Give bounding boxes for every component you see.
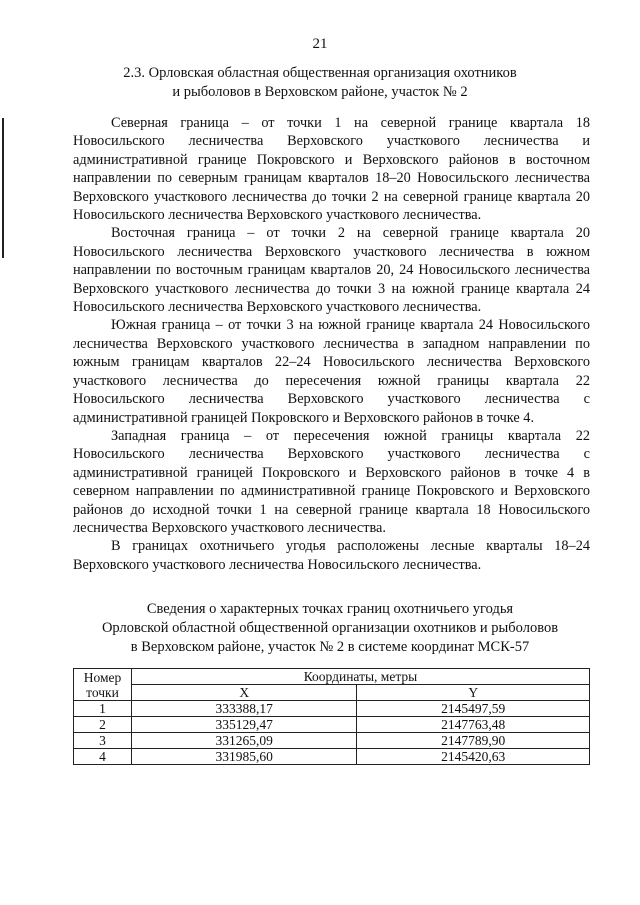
coordinate-y: 2145497,59 — [357, 701, 590, 717]
page-number: 21 — [312, 36, 328, 52]
paragraph-west-boundary: Западная граница – от пересечения южной границы квартала 22 Новосильского лесничества Верховского участкового лесничества с административной границей Покровского и Верховского районов в точке 4 в северном направлении по административной границе Покровского и Верховского районов до исходной точки 1 на северной границе квартала 18 Новосильского лесничества Верховского участкового лесничества. — [73, 427, 590, 536]
table-caption — [90, 600, 570, 657]
paragraph-east-boundary: Восточная граница – от точки 2 на северной границе квартала 20 Новосильского лесничества Верховского участкового лесничества в южном направлении по восточным границам кварталов 20, 24 Новосильского лесничества Верховского участкового лесничества до точки 3 на южной границе квартала 24 Новосильского лесничества Верховского участкового лесничества. — [73, 225, 590, 316]
table-row — [74, 717, 590, 733]
table-header-row — [74, 669, 590, 685]
point-number: 2 — [74, 717, 132, 733]
point-number: 1 — [74, 701, 132, 717]
table-row — [74, 733, 590, 749]
coordinate-x: 335129,47 — [131, 717, 357, 733]
coordinate-y: 2147789,90 — [357, 733, 590, 749]
table-caption-line-3: в Верховском районе, участок № 2 в системе координат МСК-57 — [130, 639, 530, 655]
paragraph-forest-quarters: В границах охотничьего угодья расположены лесные кварталы 18–24 Верховского участкового лесничества Новосильского лесничества. — [73, 538, 590, 573]
paragraph-north-boundary: Северная граница – от точки 1 на северной границе квартала 18 Новосильского лесничества Верховского участкового лесничества и административной границе Покровского и Верховского районов в восточном направлении по северным границам кварталов 18–20 Новосильского лесничества Верховского участкового лесничества до точки 2 на северной границе квартала 20 Новосильского лесничества Верховского участкового лесничества. — [73, 115, 590, 224]
header-x: X — [131, 685, 357, 701]
coordinate-y: 2145420,63 — [357, 749, 590, 765]
section-title-line-1: 2.3. Орловская областная общественная организация охотников — [123, 65, 517, 81]
coordinate-x: 331985,60 — [131, 749, 357, 765]
coordinate-x: 333388,17 — [131, 701, 357, 717]
header-point-number — [74, 669, 132, 701]
point-number: 4 — [74, 749, 132, 765]
header-coordinates: Координаты, метры — [131, 669, 589, 685]
table-row — [74, 701, 590, 717]
coordinate-y: 2147763,48 — [357, 717, 590, 733]
header-point-number-line-2: точки — [86, 684, 119, 700]
section-title — [100, 64, 540, 102]
point-number: 3 — [74, 733, 132, 749]
table-caption-line-2: Орловской областной общественной организации охотников и рыболовов — [101, 620, 559, 636]
table-row — [74, 749, 590, 765]
boundary-description — [73, 114, 590, 574]
coordinate-x: 331265,09 — [131, 733, 357, 749]
header-point-number-line-1: Номер — [83, 669, 122, 685]
paragraph-south-boundary: Южная граница – от точки 3 на южной границе квартала 24 Новосильского лесничества Верховского участкового лесничества в западном направлении по южным границам кварталов 22–24 Новосильского лесничества Верховского участкового лесничества до пересечения южной границы квартала 22 Новосильского лесничества Верховского участкового лесничества с административной границей Покровского и Верховского районов в точке 4. — [73, 317, 590, 426]
margin-mark — [2, 118, 4, 258]
header-y: Y — [357, 685, 590, 701]
section-title-line-2: и рыболовов в Верховском районе, участок № 2 — [172, 84, 468, 100]
coordinates-table — [73, 668, 590, 765]
table-caption-line-1: Сведения о характерных точках границ охотничьего угодья — [146, 601, 514, 617]
table-subheader-row — [74, 685, 590, 701]
